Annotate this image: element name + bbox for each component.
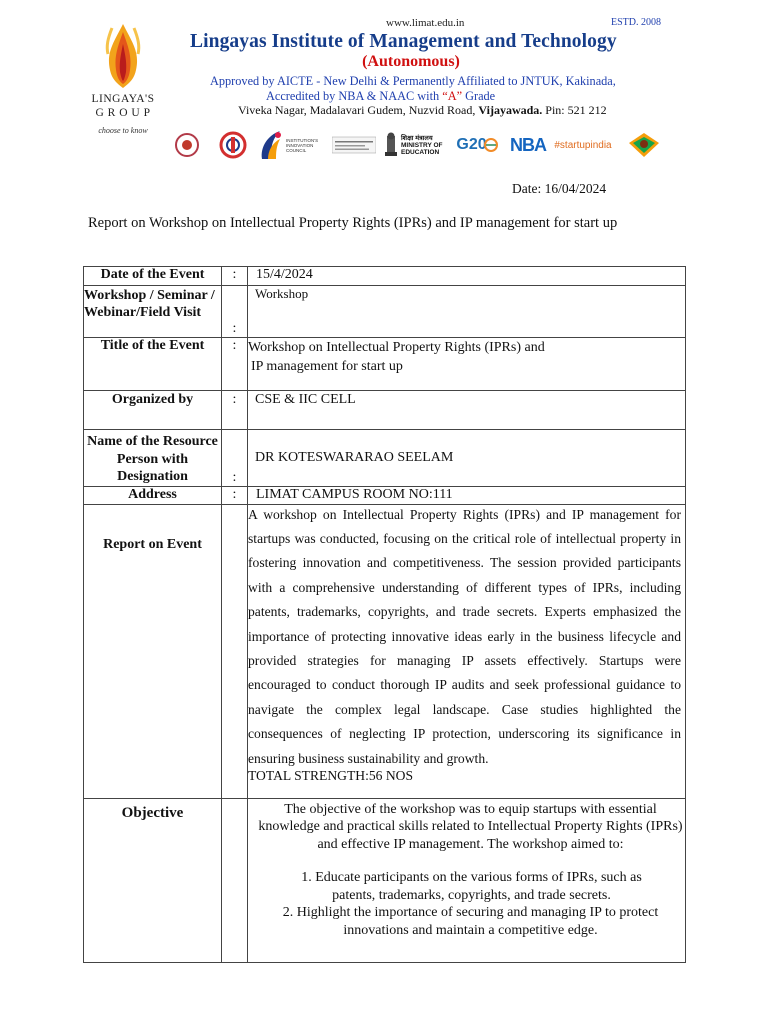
table-row [84, 391, 686, 430]
iic-logo-icon [258, 128, 324, 162]
table-row [84, 486, 686, 504]
approval-line: Approved by AICTE - New Delhi & Permanently Affiliated to JNTUK, Kakinada, [210, 74, 616, 88]
resource-person-label: Name of the Resource Person with Designation [84, 430, 222, 487]
address-value: LIMAT CAMPUS ROOM NO:111 [248, 486, 686, 504]
list-item: 1. Educate participants on the various forms of IPRs, such as patents, trademarks, copyrights, and trade secrets. [301, 870, 642, 903]
logo-wordmark: LINGAYA'S G R O U P [91, 93, 155, 119]
report-date: Date: 16/04/2024 [512, 181, 607, 196]
accreditation-prefix: Accredited by NBA & NAAC with [266, 89, 443, 103]
startup-india-text: #startupindia [554, 139, 612, 151]
nba-logo-icon [505, 128, 551, 162]
total-strength: TOTAL STRENGTH:56 NOS [248, 767, 414, 783]
title-value-line-1: Workshop on Intellectual Property Rights (IPRs) and [248, 340, 545, 355]
iic-text: INSTITUTION'S INNOVATION COUNCIL [286, 137, 319, 153]
resource-person-value: DR KOTESWARARAO SEELAM [248, 430, 686, 487]
table-row [84, 430, 686, 487]
aicte-idea-lab-icon [626, 128, 662, 162]
organized-by-value: CSE & IIC CELL [248, 391, 686, 430]
objective-cell [248, 798, 686, 962]
autonomous-status: (Autonomous) [362, 53, 460, 70]
ugc-seal-icon [172, 128, 202, 162]
objective-list [248, 869, 685, 939]
address-city: Vijayawada. [478, 103, 543, 117]
date-value: 15/4/2024 [248, 267, 686, 286]
institute-address [238, 103, 607, 118]
affiliation-logos [170, 128, 670, 164]
colon [222, 504, 248, 798]
event-type-label-text: Workshop / Seminar / Webinar/Field Visit [84, 288, 215, 320]
table-row [84, 286, 686, 338]
report-label: Report on Event [84, 504, 222, 798]
institute-name: Lingayas Institute of Management and Technology [190, 31, 617, 52]
accreditation-line [266, 89, 495, 104]
colon: : [222, 486, 248, 504]
g20-text: G20 [456, 136, 487, 153]
ministry-msme-icon [330, 128, 378, 162]
table-row [84, 267, 686, 286]
date-label: Date of the Event [84, 267, 222, 286]
startup-india-icon [553, 128, 613, 162]
title-value [248, 338, 686, 391]
logo-tagline: choose to know [98, 126, 148, 135]
nba-text: NBA [510, 134, 546, 155]
aicte-seal-icon [218, 128, 248, 162]
ministry-of-education-text: शिक्षा मंत्रालय MINISTRY OF EDUCATION [401, 134, 443, 156]
objective-label: Objective [84, 798, 222, 962]
event-details-table [83, 266, 686, 963]
website-url[interactable]: www.limat.edu.in [386, 17, 465, 29]
colon: : [222, 391, 248, 430]
colon [222, 798, 248, 962]
organized-by-label: Organized by [84, 391, 222, 430]
table-row [84, 338, 686, 391]
report-text: A workshop on Intellectual Property Rights (IPRs) and IP management for startups was conducted, focusing on the critical role of intellectual property in fostering innovation and competitiveness. The session provided participants with a comprehensive understanding of different types of IPRs, including patents, trademarks, copyrights, and trade secrets. Experts emphasized the importance of protecting innovative ideas early in the business lifecycle and provided strategies for managing IP assets effectively. Startups were encouraged to conduct thorough IP audits and seek professional guidance to navigate the complex legal landscape. Case studies highlighted the consequences of neglecting IP protection, underscoring its significance in ensuring business sustainability and growth. [248, 506, 681, 766]
report-cell [248, 504, 686, 798]
accreditation-grade: “A” [442, 89, 463, 103]
established-year: ESTD. 2008 [611, 17, 661, 28]
event-type-label [84, 286, 222, 338]
table-row [84, 504, 686, 798]
g20-logo-icon [455, 128, 499, 162]
address-street: Viveka Nagar, Madalavari Gudem, Nuzvid Road, [238, 103, 479, 117]
emblem-icon [384, 128, 450, 162]
table-row [84, 798, 686, 962]
report-title: Report on Workshop on Intellectual Property Rights (IPRs) and IP management for start up [88, 215, 618, 231]
objective-intro: The objective of the workshop was to equip startups with essential knowledge and practical skills related to Intellectual Property Rights (IPRs) and effective IP management. The workshop aimed to: [258, 801, 683, 852]
colon: : [222, 286, 248, 338]
colon: : [222, 430, 248, 487]
title-value-line-2: IP management for start up [251, 359, 403, 374]
event-type-value: Workshop [248, 286, 686, 338]
accreditation-suffix: Grade [462, 89, 496, 103]
colon: : [222, 267, 248, 286]
address-pin: Pin: 521 212 [542, 103, 607, 117]
institute-logo [84, 22, 162, 140]
address-label: Address [84, 486, 222, 504]
colon: : [222, 338, 248, 391]
list-item: 2. Highlight the importance of securing and managing IP to protect innovations and maintain a competitive edge. [282, 905, 659, 938]
title-label: Title of the Event [84, 338, 222, 391]
